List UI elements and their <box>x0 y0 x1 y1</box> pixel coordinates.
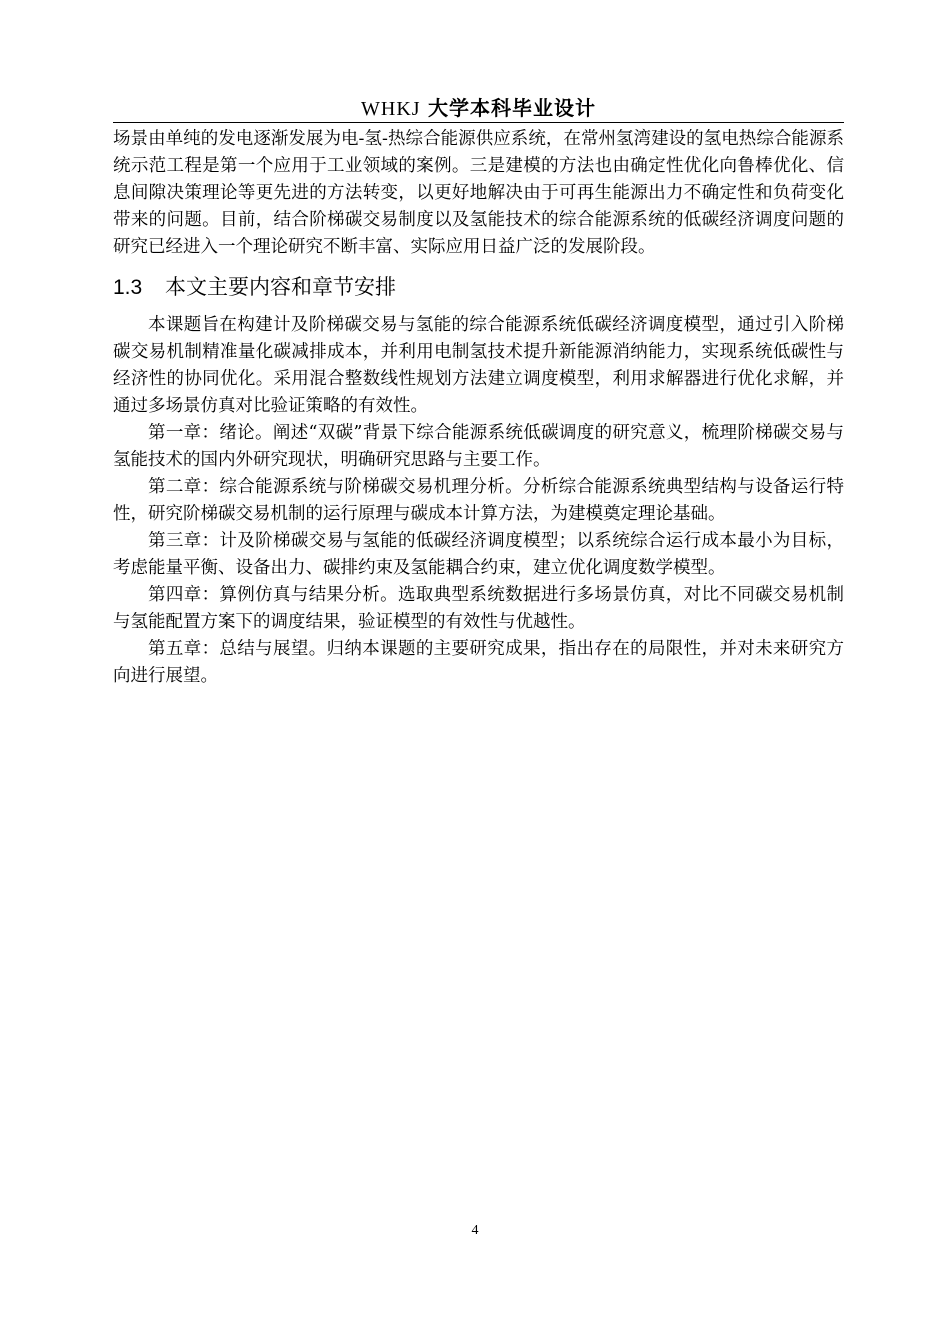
header-school-abbrev: WHKJ <box>361 98 421 120</box>
paragraph-chapter-2: 第二章：综合能源系统与阶梯碳交易机理分析。分析综合能源系统典型结构与设备运行特性，研究阶梯碳交易机制的运行原理与碳成本计算方法，为建模奠定理论基础。 <box>113 477 844 524</box>
paragraph-chapter-3: 第三章：计及阶梯碳交易与氢能的低碳经济调度模型；以系统综合运行成本最小为目标，考虑能量平衡、设备出力、碳排约束及氢能耦合约束，建立优化调度数学模型。 <box>113 531 844 578</box>
page-number: 4 <box>471 1223 479 1238</box>
page-header <box>113 94 844 123</box>
document-body <box>113 126 844 690</box>
paragraph-chapter-5: 第五章：总结与展望。归纳本课题的主要研究成果，指出存在的局限性，并对未来研究方向进行展望。 <box>113 639 844 686</box>
section-title: 本文主要内容和章节安排 <box>165 275 396 299</box>
paragraph-chapter-1: 第一章：绪论。阐述“双碳”背景下综合能源系统低碳调度的研究意义，梳理阶梯碳交易与氢能技术的国内外研究现状，明确研究思路与主要工作。 <box>113 423 844 470</box>
section-number: 1.3 <box>113 276 143 299</box>
paragraph-chapter-4: 第四章：算例仿真与结果分析。选取典型系统数据进行多场景仿真，对比不同碳交易机制与氢能配置方案下的调度结果，验证模型的有效性与优越性。 <box>113 585 844 632</box>
paragraph-overview: 本课题旨在构建计及阶梯碳交易与氢能的综合能源系统低碳经济调度模型，通过引入阶梯碳交易机制精准量化碳减排成本，并利用电制氢技术提升新能源消纳能力，实现系统低碳性与经济性的协同优化。采用混合整数线性规划方法建立调度模型，利用求解器进行优化求解，并通过多场景仿真对比验证策略的有效性。 <box>113 315 844 416</box>
section-heading <box>113 269 844 305</box>
header-title: 大学本科毕业设计 <box>427 96 596 120</box>
intro-paragraph: 场景由单纯的发电逐渐发展为电-氢-热综合能源供应系统，在常州氢湾建设的氢电热综合能源系统示范工程是第一个应用于工业领域的案例。三是建模的方法也由确定性优化向鲁棒优化、信息间隙决策理论等更先进的方法转变，以更好地解决由于可再生能源出力不确定性和负荷变化带来的问题。目前，结合阶梯碳交易制度以及氢能技术的综合能源系统的低碳经济调度问题的研究已经进入一个理论研究不断丰富、实际应用日益广泛的发展阶段。 <box>113 129 844 257</box>
